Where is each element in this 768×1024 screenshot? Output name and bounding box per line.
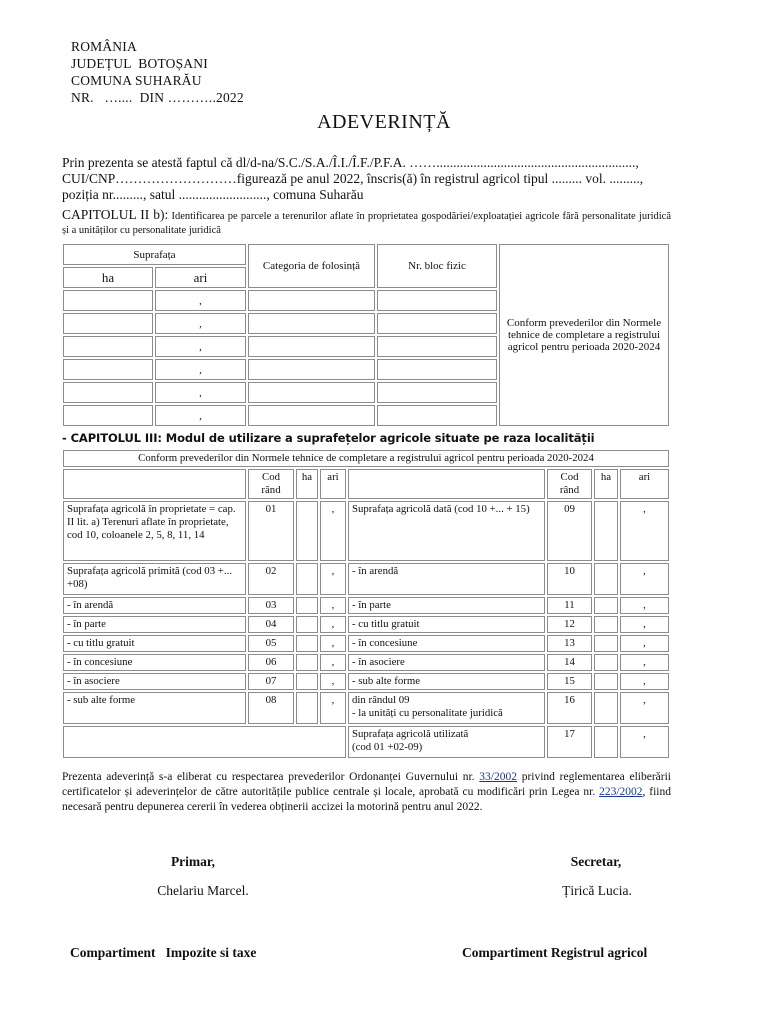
legal-note-part-2: privind reglementarea eliberării certificatelor și adeverințelor de către autoritățile publice centrale și locale, aprobată cu modificări prin Legea nr. [62,771,671,798]
row-label-right: - în concesiune [348,635,545,652]
row-code-left: 03 [248,597,294,614]
chapter2-heading [62,208,671,238]
row-code-right: 17 [547,726,592,758]
row-ari-right: , [620,673,669,690]
row-label-left: - cu titlu gratuit [63,635,246,652]
row-label-right [348,726,545,758]
row-code-right: 09 [547,501,592,561]
row-code-left: 08 [248,692,294,724]
header-suprafata: Suprafața [63,244,246,265]
header-county: JUDEȚUL BOTOȘANI [71,56,208,71]
header-empty-left [63,469,246,499]
row-label-right [348,692,545,724]
cell-categoria [248,290,375,311]
row-ari-left: , [320,597,346,614]
row-code-left: 05 [248,635,294,652]
header-ha: ha [296,469,318,499]
row-code-right: 15 [547,673,592,690]
row-label-left: - în asociere [63,673,246,690]
row-code-right: 16 [547,692,592,724]
cell-ha [63,405,153,426]
cell-bloc [377,336,497,357]
department-taxes: Compartiment Impozite si taxe [70,945,257,960]
row-ari-right: , [620,654,669,671]
row-ha-right [594,673,618,690]
row-ha-left [296,635,318,652]
row-code-left: 04 [248,616,294,633]
header-bloc-fizic: Nr. bloc fizic [377,244,497,288]
table-row [63,726,669,758]
row-label-right: - în arendă [348,563,545,595]
header-commune: COMUNA SUHARĂU [71,73,202,88]
header-cod-rand: Cod rând [248,469,294,499]
row-ari-right: , [620,501,669,561]
row-ari-left: , [320,654,346,671]
row-label-right-line1: din rândul 09 [352,694,410,706]
intro-paragraph [62,155,670,203]
cell-bloc [377,313,497,334]
cell-categoria [248,382,375,403]
row-ha-right [594,635,618,652]
row-code-left: 07 [248,673,294,690]
row-ha-right [594,692,618,724]
secretary-title: Secretar, [570,854,622,869]
table-row [63,692,669,724]
cell-ha [63,359,153,380]
row-code-right: 11 [547,597,592,614]
row-label-right-line2: - la unități cu personalitate juridică [352,707,503,719]
table-row [63,673,669,690]
table-row [63,616,669,633]
cell-bloc [377,382,497,403]
chapter3-heading: - CAPITOLUL III: Modul de utilizare a suprafețelor agricole situate pe raza localității [62,431,595,445]
row-ari-right: , [620,563,669,595]
row-ari-right: , [620,616,669,633]
cell-ari: , [155,290,246,311]
row-label-right: - în parte [348,597,545,614]
row-ha-right [594,501,618,561]
parcels-table [61,242,671,428]
row-label-right-line1: Suprafața agricolă utilizată [352,728,469,740]
row-label-left: - în concesiune [63,654,246,671]
cell-categoria [248,359,375,380]
row-ha-left [296,501,318,561]
row-label-left: - în parte [63,616,246,633]
row-code-right: 13 [547,635,592,652]
legal-note-part-3: , fiind necesară pentru depunerea cererii în vederea obținerii accizei la motorină pentru anul 2022. [62,786,671,813]
row-label-left: - în arendă [63,597,246,614]
row-ari-right: , [620,597,669,614]
row-code-right: 10 [547,563,592,595]
header-empty-right [348,469,545,499]
row-label-right: Suprafața agricolă dată (cod 10 +... + 15) [348,501,545,561]
cell-ari: , [155,313,246,334]
cell-bloc [377,359,497,380]
row-ari-right: , [620,726,669,758]
land-use-table [61,448,671,760]
row-ha-right [594,726,618,758]
row-ari-left: , [320,692,346,724]
row-label-right: - în asociere [348,654,545,671]
document-title: ADEVERINȚĂ [317,111,451,133]
row-code-left: 02 [248,563,294,595]
norms-note: Conform prevederilor din Normele tehnice de completare a registrului agricol pentru perioada 2020-2024 [499,244,669,426]
row-ari-left: , [320,563,346,595]
row-empty-left [63,726,346,758]
issuer-header [71,38,244,106]
cell-categoria [248,336,375,357]
cell-categoria [248,313,375,334]
cell-ha [63,313,153,334]
row-code-right: 14 [547,654,592,671]
cell-ari: , [155,382,246,403]
mayor-title: Primar, [170,854,216,869]
header-ari: ari [155,267,246,288]
row-ha-left [296,563,318,595]
row-ha-left [296,673,318,690]
header-ari: ari [620,469,669,499]
row-ha-right [594,616,618,633]
header-ari: ari [320,469,346,499]
cell-ari: , [155,405,246,426]
row-label-right: - sub alte forme [348,673,545,690]
row-label-right-line2: (cod 01 +02-09) [352,741,423,753]
cell-categoria [248,405,375,426]
row-label-right: - cu titlu gratuit [348,616,545,633]
secretary-name: Țirică Lucia. [562,883,632,898]
row-ari-right: , [620,635,669,652]
legal-note [62,770,671,815]
cell-ha [63,382,153,403]
row-ari-left: , [320,673,346,690]
row-ha-left [296,616,318,633]
row-ha-right [594,563,618,595]
row-label-left: Suprafața agricolă în proprietate = cap. II lit. a) Terenuri aflate în proprietate, cod 10, coloanele 2, 5, 8, 11, 14 [63,501,246,561]
header-cod-rand: Cod rând [547,469,592,499]
row-label-left: - sub alte forme [63,692,246,724]
table-row [63,501,669,561]
table-row [63,635,669,652]
header-country: ROMÂNIA [71,39,137,54]
cell-bloc [377,405,497,426]
intro-line-1: Prin prezenta se atestă faptul că dl/d-na/S.C./S.A./Î.I./Î.F./P.F.A. ……..........................................................., [62,155,639,170]
row-ha-right [594,654,618,671]
cell-ha [63,290,153,311]
header-ha: ha [63,267,153,288]
row-code-right: 12 [547,616,592,633]
row-ha-left [296,692,318,724]
header-categoria: Categoria de folosință [248,244,375,288]
row-ari-left: , [320,635,346,652]
row-ha-left [296,654,318,671]
row-ari-right: , [620,692,669,724]
mayor-name: Chelariu Marcel. [157,883,249,898]
cell-bloc [377,290,497,311]
row-ari-left: , [320,616,346,633]
row-code-left: 01 [248,501,294,561]
table-row [63,563,669,595]
intro-line-2: CUI/CNP………………………figurează pe anul 2022, înscris(ă) în registrul agricol tipul ......... vol. ........., [62,171,644,186]
legal-note-part-1: Prezenta adeverință s-a eliberat cu respectarea prevederilor Ordonanței Guvernului nr. [62,771,480,783]
cell-ha [63,336,153,357]
row-ha-left [296,597,318,614]
table-row [63,597,669,614]
row-label-left: Suprafața agricolă primită (cod 03 +... +08) [63,563,246,595]
cell-ari: , [155,336,246,357]
ordinance-link[interactable]: 33/2002 [479,771,517,783]
chapter2-label: CAPITOLUL II b): [62,207,169,222]
intro-line-3: poziția nr........., satul .........................., comuna Suharău [62,187,364,202]
row-code-left: 06 [248,654,294,671]
cell-ari: , [155,359,246,380]
header-number-line: NR. ….... DIN ………..2022 [71,90,244,105]
row-ari-left: , [320,501,346,561]
law-link[interactable]: 223/2002 [599,786,643,798]
header-ha: ha [594,469,618,499]
department-agricultural-register: Compartiment Registrul agricol [462,945,648,960]
table-row [63,654,669,671]
row-ha-right [594,597,618,614]
norms-banner: Conform prevederilor din Normele tehnice de completare a registrului agricol pentru perioada 2020-2024 [63,450,669,467]
chapter2-text: Identificarea pe parcele a terenurilor aflate în proprietatea gospodăriei/exploatației agricole fără personalitate juridică și a unităților cu personalitate juridică [62,211,671,236]
